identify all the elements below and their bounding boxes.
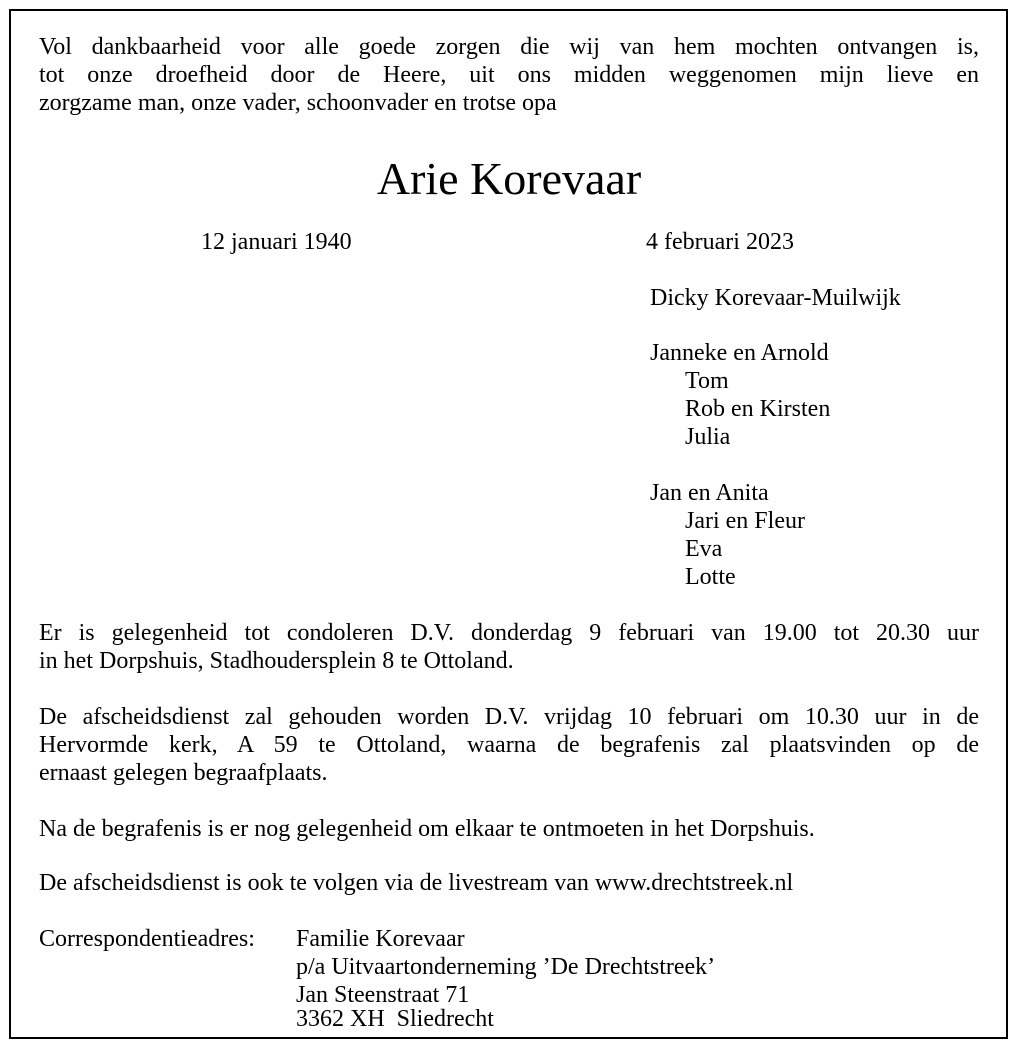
condolence-line: in het Dorpshuis, Stadhoudersplein 8 te Ottoland. <box>39 648 514 674</box>
spouse-name: Dicky Korevaar-Muilwijk <box>650 285 901 311</box>
child-name: Janneke en Arnold <box>650 340 829 366</box>
grandchild-name: Rob en Kirsten <box>685 396 831 422</box>
death-date: 4 februari 2023 <box>646 229 794 255</box>
grandchild-name: Julia <box>685 424 731 450</box>
grandchild-name: Lotte <box>685 564 736 590</box>
service-line: Hervormde kerk, A 59 te Ottoland, waarna de begrafenis zal plaatsvinden op de <box>39 732 979 758</box>
livestream-text: De afscheidsdienst is ook te volgen via de livestream van www.drechtstreek.nl <box>39 870 794 896</box>
correspondence-line: p/a Uitvaartonderneming ’De Drechtstreek’ <box>296 954 716 980</box>
child-name: Jan en Anita <box>650 480 769 506</box>
intro-line: Vol dankbaarheid voor alle goede zorgen die wij van hem mochten ontvangen is, <box>39 34 979 60</box>
birth-date: 12 januari 1940 <box>201 229 352 255</box>
condolence-line: Er is gelegenheid tot condoleren D.V. donderdag 9 februari van 19.00 tot 20.30 uur <box>39 620 979 646</box>
correspondence-line: Jan Steenstraat 71 <box>296 982 470 1008</box>
correspondence-line: Familie Korevaar <box>296 926 465 952</box>
deceased-name: Arie Korevaar <box>376 153 642 204</box>
service-line: ernaast gelegen begraafplaats. <box>39 760 328 786</box>
service-line: De afscheidsdienst zal gehouden worden D.V. vrijdag 10 februari om 10.30 uur in de <box>39 704 979 730</box>
intro-line: tot onze droefheid door de Heere, uit ons midden weggenomen mijn lieve en <box>39 62 979 88</box>
intro-line: zorgzame man, onze vader, schoonvader en trotse opa <box>39 90 557 116</box>
grandchild-name: Tom <box>685 368 729 394</box>
correspondence-label: Correspondentieadres: <box>39 926 255 952</box>
meeting-text: Na de begrafenis is er nog gelegenheid om elkaar te ontmoeten in het Dorpshuis. <box>39 816 815 842</box>
correspondence-line: 3362 XH Sliedrecht <box>296 1006 494 1032</box>
grandchild-name: Eva <box>685 536 723 562</box>
grandchild-name: Jari en Fleur <box>685 508 805 534</box>
